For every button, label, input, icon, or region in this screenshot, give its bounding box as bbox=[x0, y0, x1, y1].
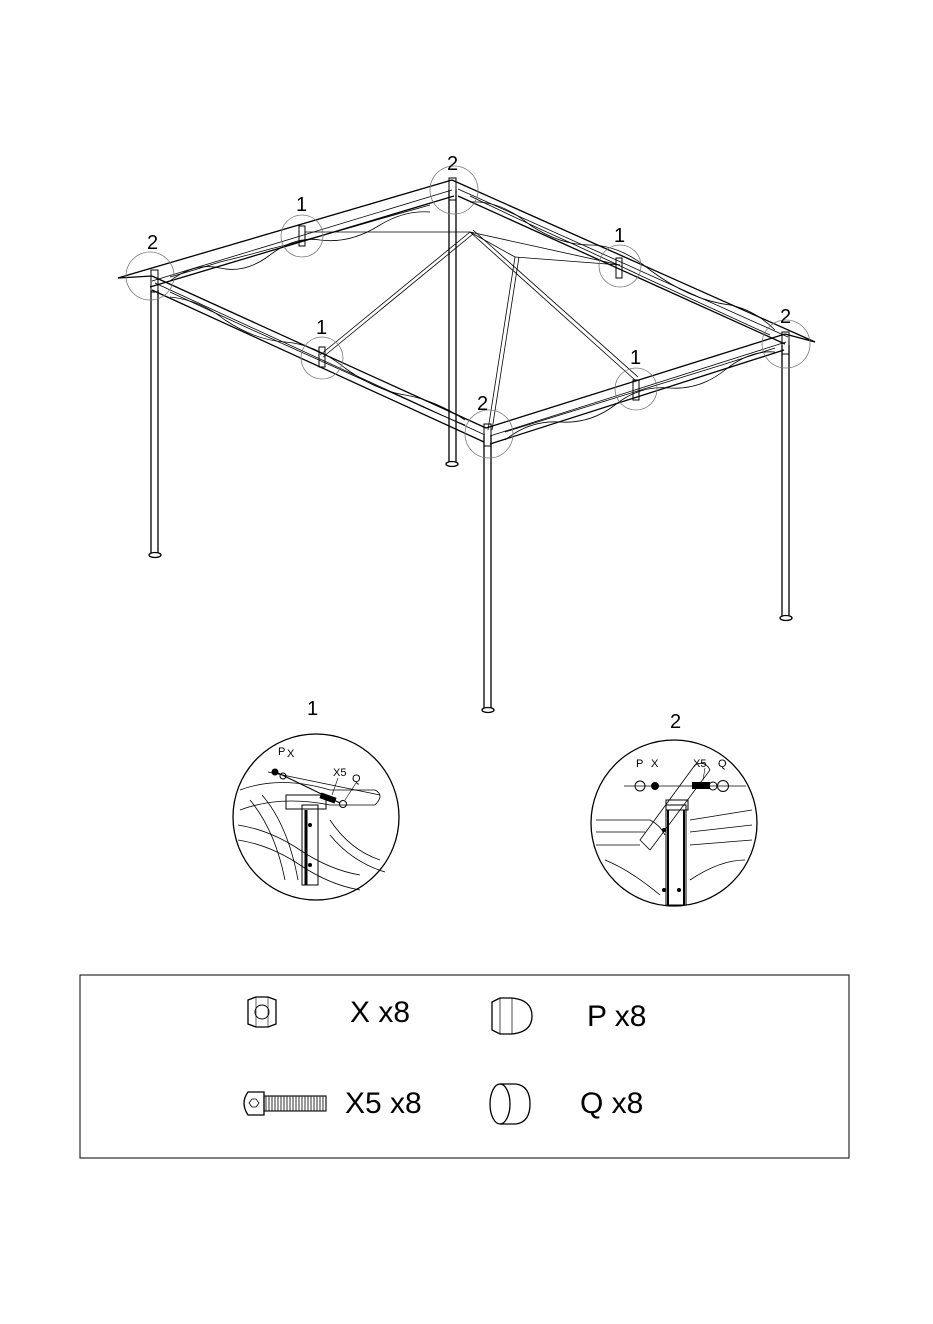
callout-label: 2 bbox=[477, 393, 489, 415]
roof-braces bbox=[305, 230, 638, 430]
detail-label-x5: X5 bbox=[333, 767, 347, 779]
callout-label: 1 bbox=[630, 347, 642, 369]
detail-label-x: X bbox=[287, 748, 295, 760]
parts-label-q: Q x8 bbox=[580, 1087, 644, 1120]
detail-label-q: Q bbox=[352, 773, 361, 785]
leg-front bbox=[482, 436, 494, 713]
detail-circle bbox=[233, 734, 399, 900]
corner-fittings bbox=[151, 178, 792, 446]
callout-circle-corner bbox=[465, 410, 513, 458]
detail-circle bbox=[591, 740, 757, 906]
callout-label: 1 bbox=[614, 225, 626, 247]
detail-1-drawing bbox=[238, 769, 385, 891]
parts-label-p: P x8 bbox=[587, 1000, 647, 1033]
detail-title: 1 bbox=[307, 698, 319, 720]
parts-label-x5: X5 x8 bbox=[345, 1087, 422, 1120]
detail-label-p: P bbox=[636, 758, 644, 770]
callout-circle-mid bbox=[301, 337, 343, 379]
parts-label-x: X x8 bbox=[350, 996, 411, 1029]
detail-2-drawing bbox=[596, 763, 752, 905]
detail-title: 2 bbox=[670, 711, 682, 733]
bolt-icon bbox=[244, 1092, 326, 1115]
detail-1 bbox=[233, 698, 399, 900]
callout-label: 1 bbox=[316, 317, 328, 339]
callout-circles bbox=[126, 166, 810, 458]
detail-label-x: X bbox=[651, 758, 659, 770]
legs bbox=[149, 190, 792, 713]
callout-labels bbox=[147, 153, 791, 415]
callout-circle-mid bbox=[281, 215, 323, 257]
callout-label: 2 bbox=[780, 306, 792, 328]
gazebo-frame bbox=[118, 153, 815, 713]
hex-nut-icon bbox=[248, 997, 276, 1027]
detail-2 bbox=[591, 711, 757, 906]
beam-back-right bbox=[452, 180, 815, 344]
callout-label: 1 bbox=[296, 194, 308, 216]
detail-label-p: P bbox=[278, 746, 286, 758]
end-cap-icon bbox=[490, 1084, 530, 1124]
callout-label: 2 bbox=[447, 153, 459, 175]
parts-list-border bbox=[80, 975, 849, 1158]
detail-label-q: Q bbox=[718, 758, 727, 770]
callout-label: 2 bbox=[147, 232, 159, 254]
parts-list bbox=[80, 975, 849, 1158]
beam-left-back bbox=[118, 180, 454, 287]
detail-label-x5: X5 bbox=[693, 758, 707, 770]
leg-front-left bbox=[149, 290, 161, 558]
callout-circle-mid bbox=[615, 368, 657, 410]
cap-nut-icon bbox=[492, 998, 532, 1034]
leg-right bbox=[780, 345, 792, 621]
